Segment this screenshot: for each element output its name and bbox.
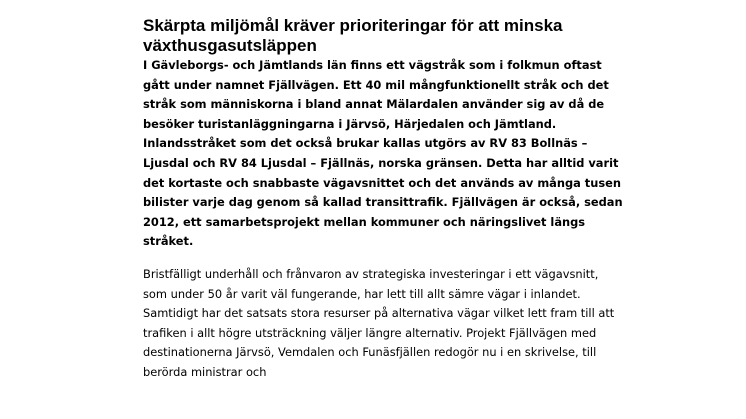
article-body-paragraph: Bristfälligt underhåll och frånvaron av strategiska investeringar i ett vägavsnitt, som under 50 år varit väl fungerande, har lett till allt sämre vägar i inlandet. Samtidigt har det satsats stora resurser på alternativa vägar vilket lett fram till att trafiken i allt högre utsträckning väljer längre alternativ. Projekt Fjällvägen med destinationerna Järvsö, Vemdalen och Funäsfjällen redogör nu i en skrivelse, till berörda ministrar och bbox=[143, 266, 615, 379]
article bbox=[143, 16, 623, 383]
article-lead-paragraph: I Gävleborgs- och Jämtlands län finns ett vägstråk som i folkmun oftast gått under namnet Fjällvägen. Ett 40 mil mångfunktionellt stråk och det stråk som människorna i bland annat Mälardalen använder sig av då de besöker turistanläggningarna i Järvsö, Härjedalen och Jämtland. Inlandsstråket som det också brukar kallas utgörs av RV 83 Bollnäs – Ljusdal och RV 84 Ljusdal – Fjällnäs, norska gränsen. Detta har alltid varit det kortaste och snabbaste vägavsnittet och det används av många tusen bilister varje dag genom så kallad transittrafik. Fjällvägen är också, sedan 2012, ett samarbetsprojekt mellan kommuner och näringslivet längs stråket. bbox=[143, 58, 623, 249]
article-title: Skärpta miljömål kräver prioriteringar för att minska växthusgasutsläppen bbox=[143, 16, 563, 55]
